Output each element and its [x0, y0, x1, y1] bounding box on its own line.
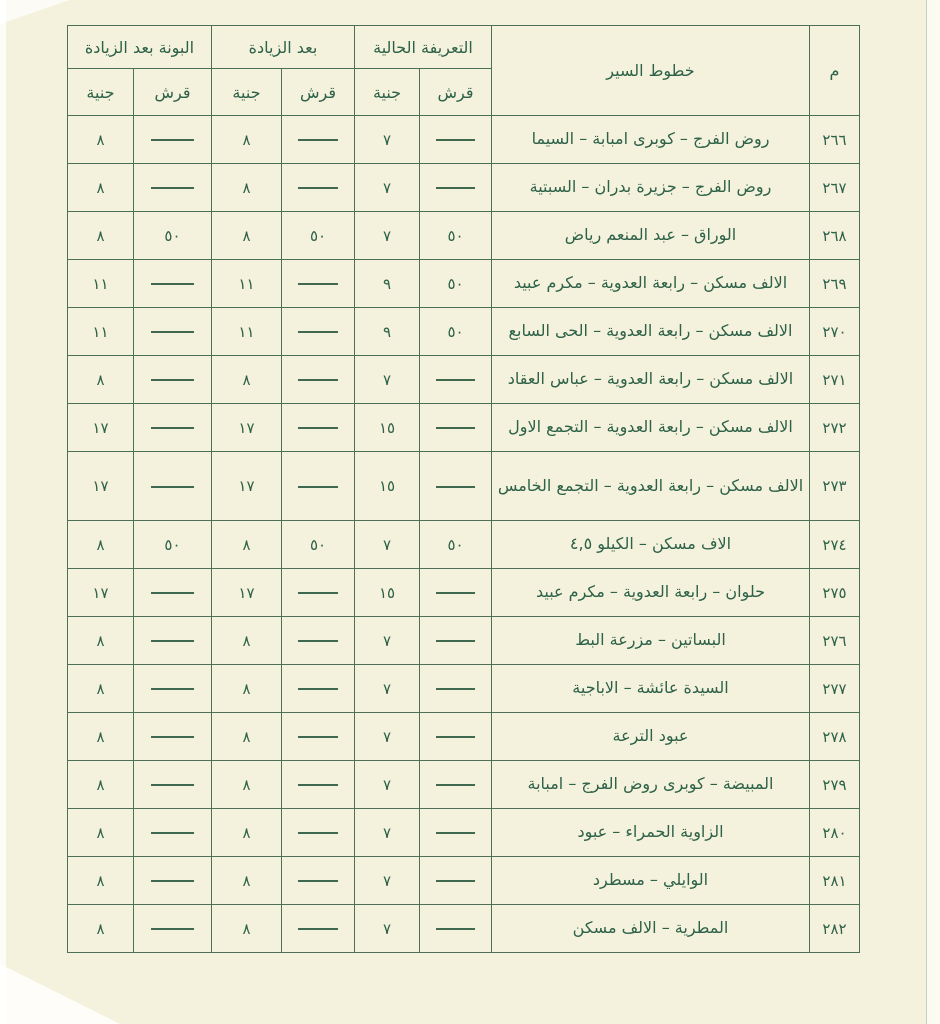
route-name: الالف مسكن – رابعة العدوية – التجمع الخامس	[492, 452, 810, 521]
fare-cell	[133, 569, 211, 617]
dash-mark	[151, 928, 194, 930]
fare-cell: ٨	[67, 521, 133, 569]
route-name: الالف مسكن – رابعة العدوية – عباس العقاد	[492, 356, 810, 404]
fare-cell: ٧	[355, 617, 420, 665]
fare-cell	[282, 404, 355, 452]
fare-cell: ٨	[67, 164, 133, 212]
table-row	[67, 569, 859, 617]
fare-cell	[420, 164, 492, 212]
fare-cell: ١٧	[211, 404, 281, 452]
scan-corner-top-left	[0, 0, 70, 24]
fare-cell: ٨	[211, 905, 281, 953]
dash-mark	[298, 486, 338, 488]
fare-cell	[133, 713, 211, 761]
dash-mark	[298, 832, 338, 834]
dash-mark	[436, 592, 475, 594]
route-number: ٢٧٦	[810, 617, 860, 665]
dash-mark	[151, 640, 194, 642]
fare-cell: ١١	[211, 260, 281, 308]
fare-cell	[282, 905, 355, 953]
fare-cell	[133, 452, 211, 521]
route-name: الزاوية الحمراء – عبود	[492, 809, 810, 857]
route-number: ٢٦٩	[810, 260, 860, 308]
route-number: ٢٧٤	[810, 521, 860, 569]
route-name: الوايلي – مسطرد	[492, 857, 810, 905]
dash-mark	[298, 379, 338, 381]
route-number: ٢٦٧	[810, 164, 860, 212]
header-group-after-increase: بعد الزيادة	[211, 26, 354, 69]
fare-cell: ٨	[211, 212, 281, 260]
fare-cell: ٨	[67, 905, 133, 953]
fare-cell	[282, 857, 355, 905]
dash-mark	[151, 283, 194, 285]
fare-cell: ٨	[211, 857, 281, 905]
fare-cell	[282, 164, 355, 212]
fare-cell	[282, 809, 355, 857]
route-name: المطرية – الالف مسكن	[492, 905, 810, 953]
fare-cell: ٨	[67, 617, 133, 665]
dash-mark	[436, 784, 475, 786]
dash-mark	[151, 784, 194, 786]
route-number: ٢٨١	[810, 857, 860, 905]
fare-cell: ٧	[355, 857, 420, 905]
dash-mark	[436, 486, 475, 488]
table-row	[67, 356, 859, 404]
fare-cell	[282, 308, 355, 356]
fare-cell	[420, 452, 492, 521]
fare-cell: ٨	[211, 665, 281, 713]
fare-cell: ٥٠	[282, 212, 355, 260]
fare-cell: ٧	[355, 809, 420, 857]
fare-cell	[420, 569, 492, 617]
fare-cell	[282, 452, 355, 521]
fare-cell: ٨	[211, 521, 281, 569]
fare-cell: ٨	[211, 164, 281, 212]
fare-cell: ٨	[67, 761, 133, 809]
dash-mark	[298, 640, 338, 642]
fare-cell	[282, 356, 355, 404]
fare-cell: ١٥	[355, 452, 420, 521]
fare-cell: ٨	[211, 761, 281, 809]
fare-cell	[282, 569, 355, 617]
fare-cell: ٨	[211, 116, 281, 164]
table-row	[67, 665, 859, 713]
table-row	[67, 308, 859, 356]
table-row	[67, 521, 859, 569]
dash-mark	[298, 736, 338, 738]
route-number: ٢٧٢	[810, 404, 860, 452]
fare-cell	[420, 356, 492, 404]
fare-cell	[420, 617, 492, 665]
route-name: المبيضة – كوبرى روض الفرج – امبابة	[492, 761, 810, 809]
dash-mark	[436, 187, 475, 189]
table-row	[67, 452, 859, 521]
fare-cell	[133, 761, 211, 809]
fare-cell: ٨	[211, 809, 281, 857]
fare-cell	[282, 617, 355, 665]
table-row	[67, 404, 859, 452]
header-routes: خطوط السير	[492, 26, 810, 116]
dash-mark	[298, 427, 338, 429]
fare-cell	[133, 617, 211, 665]
dash-mark	[436, 640, 475, 642]
dash-mark	[298, 187, 338, 189]
header-current-piasters: قرش	[420, 69, 492, 116]
scan-corner-bottom-left	[0, 964, 120, 1024]
table-row	[67, 212, 859, 260]
fare-cell	[420, 404, 492, 452]
table-body	[67, 116, 859, 953]
route-name: حلوان – رابعة العدوية – مكرم عبيد	[492, 569, 810, 617]
table-header	[67, 26, 859, 116]
table-row	[67, 260, 859, 308]
header-group-bonus-after-increase: البونة بعد الزيادة	[67, 26, 211, 69]
fare-cell	[282, 761, 355, 809]
header-group-current-tariff: التعريفة الحالية	[355, 26, 492, 69]
fare-cell	[133, 404, 211, 452]
dash-mark	[436, 139, 475, 141]
scan-edge-right	[926, 0, 940, 1024]
table-row	[67, 809, 859, 857]
route-number: ٢٧٥	[810, 569, 860, 617]
dash-mark	[151, 379, 194, 381]
fare-cell	[133, 308, 211, 356]
dash-mark	[298, 139, 338, 141]
fare-cell: ٧	[355, 713, 420, 761]
dash-mark	[151, 832, 194, 834]
route-number: ٢٧٠	[810, 308, 860, 356]
route-number: ٢٧٨	[810, 713, 860, 761]
fare-cell: ٧	[355, 212, 420, 260]
fare-cell	[133, 665, 211, 713]
dash-mark	[298, 880, 338, 882]
fare-cell: ١٧	[67, 569, 133, 617]
route-name: الاف مسكن – الكيلو ٤,٥	[492, 521, 810, 569]
route-name: روض الفرج – كوبرى امبابة – السيما	[492, 116, 810, 164]
fare-cell: ٨	[67, 212, 133, 260]
fare-cell	[282, 116, 355, 164]
fare-cell	[420, 665, 492, 713]
table-row	[67, 857, 859, 905]
fare-cell: ٧	[355, 665, 420, 713]
fare-cell: ٨	[211, 617, 281, 665]
fare-cell	[133, 116, 211, 164]
table-row	[67, 713, 859, 761]
fare-cell: ١٧	[211, 569, 281, 617]
route-number: ٢٧٣	[810, 452, 860, 521]
header-bonus-piasters: قرش	[133, 69, 211, 116]
route-number: ٢٦٨	[810, 212, 860, 260]
table-row	[67, 761, 859, 809]
fare-cell	[420, 905, 492, 953]
dash-mark	[298, 784, 338, 786]
fare-cell	[133, 260, 211, 308]
fare-cell: ٩	[355, 260, 420, 308]
dash-mark	[151, 736, 194, 738]
dash-mark	[151, 331, 194, 333]
route-name: عبود الترعة	[492, 713, 810, 761]
fare-cell	[133, 356, 211, 404]
fare-table	[67, 25, 860, 953]
route-name: الالف مسكن – رابعة العدوية – مكرم عبيد	[492, 260, 810, 308]
fare-cell: ٨	[67, 713, 133, 761]
route-name: روض الفرج – جزيرة بدران – السبتية	[492, 164, 810, 212]
dash-mark	[298, 283, 338, 285]
fare-cell: ٧	[355, 356, 420, 404]
dash-mark	[298, 928, 338, 930]
fare-cell: ١٧	[211, 452, 281, 521]
fare-cell: ٥٠	[282, 521, 355, 569]
fare-cell: ٨	[211, 356, 281, 404]
scan-edge-left	[0, 0, 6, 1024]
fare-cell: ٨	[67, 665, 133, 713]
dash-mark	[436, 688, 475, 690]
dash-mark	[151, 486, 194, 488]
fare-cell: ٥٠	[420, 260, 492, 308]
fare-cell: ٥٠	[133, 212, 211, 260]
fare-cell	[420, 857, 492, 905]
dash-mark	[151, 688, 194, 690]
route-name: البساتين – مزرعة البط	[492, 617, 810, 665]
fare-cell	[282, 665, 355, 713]
fare-cell: ٨	[67, 356, 133, 404]
fare-cell: ٧	[355, 761, 420, 809]
fare-cell: ٨	[211, 713, 281, 761]
fare-cell: ٨	[67, 116, 133, 164]
fare-cell	[133, 857, 211, 905]
fare-cell	[133, 809, 211, 857]
fare-cell: ٥٠	[420, 308, 492, 356]
table-row	[67, 617, 859, 665]
route-number: ٢٧٩	[810, 761, 860, 809]
route-number: ٢٨٠	[810, 809, 860, 857]
dash-mark	[151, 880, 194, 882]
dash-mark	[436, 379, 475, 381]
dash-mark	[436, 832, 475, 834]
fare-cell: ٧	[355, 521, 420, 569]
route-name: السيدة عائشة – الاباجية	[492, 665, 810, 713]
fare-cell: ١٧	[67, 404, 133, 452]
header-bonus-pounds: جنية	[67, 69, 133, 116]
header-index: م	[810, 26, 860, 116]
fare-cell	[133, 164, 211, 212]
fare-cell: ١٥	[355, 569, 420, 617]
route-number: ٢٨٢	[810, 905, 860, 953]
fare-cell: ٥٠	[420, 212, 492, 260]
dash-mark	[436, 880, 475, 882]
table-row	[67, 164, 859, 212]
dash-mark	[298, 331, 338, 333]
fare-cell: ٨	[67, 857, 133, 905]
fare-cell: ٧	[355, 905, 420, 953]
dash-mark	[298, 592, 338, 594]
fare-cell	[420, 116, 492, 164]
fare-cell	[420, 713, 492, 761]
dash-mark	[151, 187, 194, 189]
fare-cell: ١١	[211, 308, 281, 356]
dash-mark	[436, 427, 475, 429]
fare-cell: ٨	[67, 809, 133, 857]
fare-cell: ٧	[355, 116, 420, 164]
fare-cell	[420, 761, 492, 809]
route-number: ٢٧١	[810, 356, 860, 404]
fare-cell: ١٥	[355, 404, 420, 452]
dash-mark	[151, 139, 194, 141]
dash-mark	[298, 688, 338, 690]
table-row	[67, 905, 859, 953]
route-name: الالف مسكن – رابعة العدوية – الحى السابع	[492, 308, 810, 356]
fare-cell: ١٧	[67, 452, 133, 521]
fare-cell: ٩	[355, 308, 420, 356]
table-row	[67, 116, 859, 164]
fare-cell	[133, 905, 211, 953]
fare-cell: ٧	[355, 164, 420, 212]
route-name: الالف مسكن – رابعة العدوية – التجمع الاول	[492, 404, 810, 452]
route-number: ٢٧٧	[810, 665, 860, 713]
fare-cell: ٥٠	[133, 521, 211, 569]
fare-cell: ١١	[67, 308, 133, 356]
fare-cell	[420, 809, 492, 857]
route-number: ٢٦٦	[810, 116, 860, 164]
fare-cell: ٥٠	[420, 521, 492, 569]
fare-cell	[282, 713, 355, 761]
route-name: الوراق – عبد المنعم رياض	[492, 212, 810, 260]
header-after-pounds: جنية	[211, 69, 281, 116]
fare-cell: ١١	[67, 260, 133, 308]
dash-mark	[436, 736, 475, 738]
dash-mark	[151, 592, 194, 594]
header-current-pounds: جنية	[355, 69, 420, 116]
fare-cell	[282, 260, 355, 308]
header-after-piasters: قرش	[282, 69, 355, 116]
dash-mark	[436, 928, 475, 930]
dash-mark	[151, 427, 194, 429]
